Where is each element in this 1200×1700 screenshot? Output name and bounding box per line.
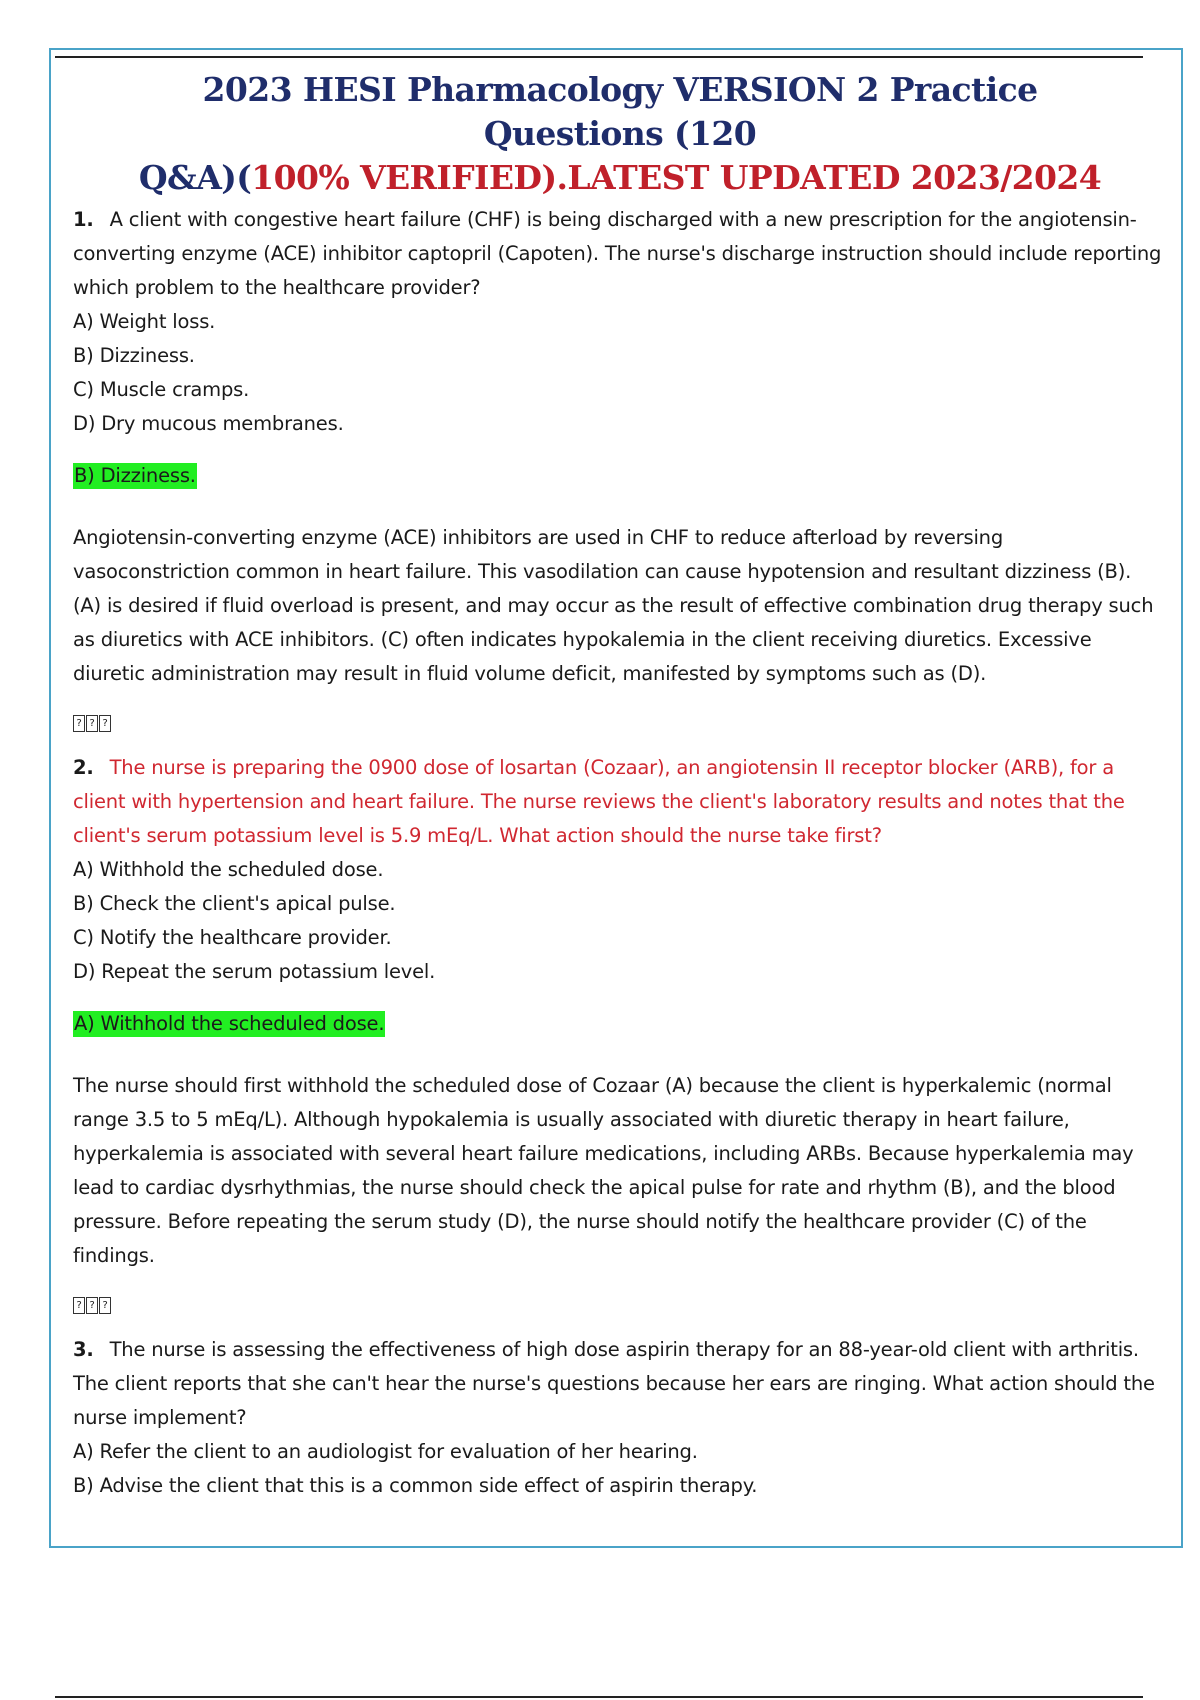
missing-glyph-icon: ? [86,715,98,732]
title-line-2-highlight: 100% VERIFIED).LATEST UPDATED 2023/2024 [251,158,1102,197]
correct-answer-highlight: B) Dizziness. [74,464,196,487]
missing-glyph-icon: ? [73,1297,85,1314]
question-text: The nurse is preparing the 0900 dose of losartan (Cozaar), an angiotensin II receptor blocker (ARB), for a client with hypertension and heart failure. The nurse reviews the client's laboratory results and notes that the client's serum potassium level is 5.9 mEq/L. What action should the nurse take first? [73,756,1125,847]
missing-glyph-icon: ? [99,715,111,732]
question-number: 1. [73,208,94,231]
bottom-rule [55,1696,1143,1698]
option-b: B) Advise the client that this is a common side effect of aspirin therapy. [73,1474,758,1497]
rationale-text: The nurse should first withhold the scheduled dose of Cozaar (A) because the client is hyperkalemic (normal range 3.5 to 5 mEq/L). Although hypokalemia is usually associated with diuretic therapy in heart failure, hyperkalemia is associated with several heart failure medications, including ARBs. Because hyperkalemia may lead to cardiac dysrhythmias, the nurse should check the apical pulse for rate and rhythm (B), and the blood pressure. Before repeating the serum study (D), the nurse should notify the healthcare provider (C) of the findings. [73,1074,1134,1267]
question-2 [73,751,1163,1315]
question-3 [73,1333,1163,1503]
option-a: A) Weight loss. [73,310,216,333]
question-text: A client with congestive heart failure (CHF) is being discharged with a new prescription for the angiotensin-converting enzyme (ACE) inhibitor captopril (Capoten). The nurse's discharge instruction should include reporting which problem to the healthcare provider? [73,208,1162,299]
title-line-1: 2023 HESI Pharmacology VERSION 2 Practice Questions (120 [202,70,1038,153]
question-stem [73,751,1163,853]
missing-glyph-icon: ? [99,1297,111,1314]
question-stem [73,203,1163,305]
option-a: A) Refer the client to an audiologist for evaluation of her hearing. [73,1440,698,1463]
document-title [120,68,1120,200]
option-d: D) Repeat the serum potassium level. [73,960,436,983]
title-line-2-start: Q&A)( [138,158,252,197]
option-b: B) Check the client's apical pulse. [73,892,396,915]
option-b: B) Dizziness. [73,344,195,367]
missing-glyph-icon: ? [73,715,85,732]
question-number: 2. [73,756,94,779]
option-c: C) Muscle cramps. [73,378,250,401]
option-c: C) Notify the healthcare provider. [73,926,392,949]
option-d: D) Dry mucous membranes. [73,412,344,435]
correct-answer-highlight: A) Withhold the scheduled dose. [74,1012,385,1035]
question-1 [73,203,1163,733]
option-a: A) Withhold the scheduled dose. [73,858,384,881]
questions-content [73,203,1163,1503]
separator-glyphs [73,1295,1163,1315]
separator-glyphs [73,713,1163,733]
question-stem [73,1333,1163,1435]
rationale-text: Angiotensin-converting enzyme (ACE) inhibitors are used in CHF to reduce afterload by reversing vasoconstriction common in heart failure. This vasodilation can cause hypotension and resultant dizziness (B). (A) is desired if fluid overload is present, and may occur as the result of effective combination drug therapy such as diuretics with ACE inhibitors. (C) often indicates hypokalemia in the client receiving diuretics. Excessive diuretic administration may result in fluid volume deficit, manifested by symptoms such as (D). [73,526,1154,685]
question-text: The nurse is assessing the effectiveness of high dose aspirin therapy for an 88-year-old client with arthritis. The client reports that she can't hear the nurse's questions because her ears are ringing. What action should the nurse implement? [73,1338,1155,1429]
missing-glyph-icon: ? [86,1297,98,1314]
question-number: 3. [73,1338,94,1361]
